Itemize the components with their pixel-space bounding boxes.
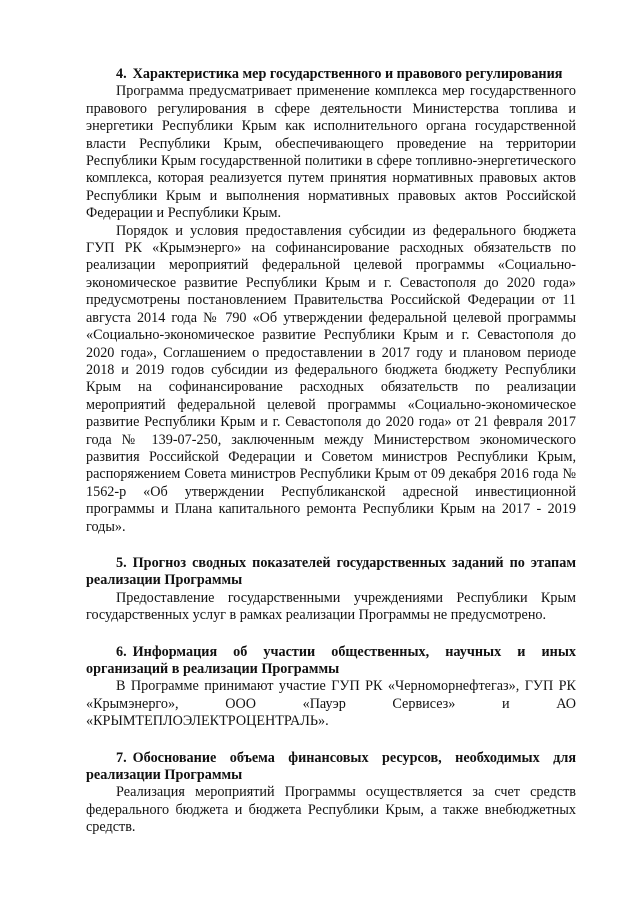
section-spacer [86, 536, 576, 555]
section-number: 6. [116, 643, 127, 660]
paragraph: Программа предусматривает применение комплекса мер государственного правового регулирования в сфере деятельности Министерства топлива и энергетики Республики Крым как исполнительного органа государственной власти Республики Крым, обеспечивающего проведение на территории Республики Крым государственной политики в сфере топливно-энергетического комплекса, которая реализуется путем принятия нормативных правовых актов Республики Крым и выполнения нормативных правовых актов Российской Федерации и Республики Крым. [86, 83, 576, 222]
section-spacer [86, 625, 576, 644]
section-title: Информация об участии общественных, научных и иных организаций в реализации Программы [86, 643, 576, 677]
section-heading [86, 750, 576, 785]
paragraph: Порядок и условия предоставления субсидии из федерального бюджета ГУП РК «Крымэнерго» на софинансирование расходных обязательств по реализации мероприятий федеральной целевой программы «Социально-экономическое развитие Республики Крым и г. Севастополя до 2020 года» предусмотрены постановлением Правительства Российской Федерации от 11 августа 2014 года № 790 «Об утверждении федеральной целевой программы «Социально-экономическое развитие Республики Крым и г. Севастополя до 2020 года», Соглашением о предоставлении в 2017 году и плановом периоде 2018 и 2019 годов субсидии из федерального бюджета бюджету Республики Крым на софинансирование расходных обязательств по реализации мероприятий федеральной целевой программы «Социально-экономическое развитие Республики Крым и г. Севастополя до 2020 года» от 21 февраля 2017 года № 139-07-250, заключенным между Министерством экономического развития Российской Федерации и Советом министров Республики Крым, распоряжением Совета министров Республики Крым от 09 декабря 2016 года № 1562-р «Об утверждении Республиканской адресной инвестиционной программы и Плана капитального ремонта Республики Крым на 2017 - 2019 годы». [86, 222, 576, 535]
paragraph: Реализация мероприятий Программы осуществляется за счет средств федерального бюджета и бюджета Республики Крым, а также внебюджетных средств. [86, 784, 576, 836]
section-heading [86, 66, 576, 83]
section-heading [86, 555, 576, 590]
section-number: 7. [116, 749, 127, 766]
section-7 [86, 750, 576, 837]
section-4 [86, 66, 576, 536]
section-5 [86, 555, 576, 625]
section-spacer [86, 731, 576, 750]
section-title: Характеристика мер государственного и правового регулирования [132, 66, 563, 82]
section-number: 4. [116, 66, 127, 82]
paragraph: Предоставление государственными учреждениями Республики Крым государственных услуг в рамках реализации Программы не предусмотрено. [86, 589, 576, 624]
document-page [86, 66, 576, 837]
section-number: 5. [116, 554, 127, 571]
section-6 [86, 644, 576, 731]
section-title: Прогноз сводных показателей государственных заданий по этапам реализации Программы [86, 554, 576, 589]
section-title: Обоснование объема финансовых ресурсов, необходимых для реализации Программы [86, 749, 576, 784]
section-heading [86, 644, 576, 679]
paragraph: В Программе принимают участие ГУП РК «Черноморнефтегаз», ГУП РК «Крымэнерго», ООО «Пауэр Сервисез» и АО «КРЫМТЕПЛОЭЛЕКТРОЦЕНТРАЛЬ». [86, 678, 576, 730]
